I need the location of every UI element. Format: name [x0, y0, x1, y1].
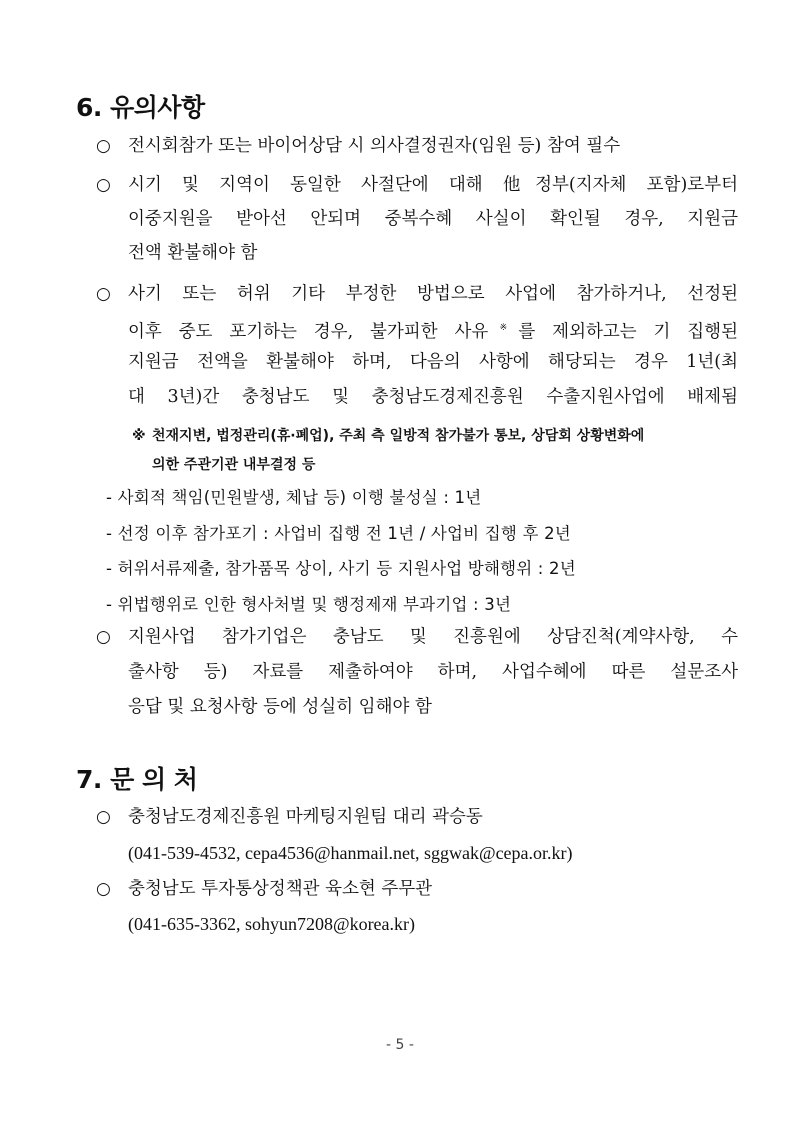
notice-line: 대 3년)간 충청남도 및 충청남도경제진흥원 수출지원사업에 배제됨 [128, 387, 738, 407]
circle-bullet-icon: ○ [96, 879, 111, 899]
circle-bullet-icon: ○ [96, 284, 111, 304]
footnote-mark-symbol: ※ [132, 428, 146, 444]
footnote-line-1: 천재지변, 법정관리(휴·폐업), 주최 측 일방적 참가불가 통보, 상담회 상황변화에 [152, 428, 645, 444]
notice-line: 사기 또는 허위 기타 부정한 방법으로 사업에 참가하거나, 선정된 [128, 284, 738, 304]
penalty-item-4: - 위법행위로 인한 형사처벌 및 행정제재 부과기업 : 3년 [106, 595, 512, 614]
notice-line: 이중지원을 받아선 안되며 중복수혜 사실이 확인될 경우, 지원금 [128, 209, 738, 229]
notice-text: 이후 중도 포기하는 경우, 불가피한 사유 [128, 322, 489, 342]
contact-2-details: (041-635-3362, sohyun7208@korea.kr) [128, 914, 416, 934]
circle-bullet-icon: ○ [96, 136, 111, 156]
notice-line: 전시회참가 또는 바이어상담 시 의사결정권자(임원 등) 참여 필수 [128, 136, 621, 156]
penalty-item-3: - 허위서류제출, 참가품목 상이, 사기 등 지원사업 방해행위 : 2년 [106, 559, 576, 578]
notice-line: 전액 환불해야 함 [128, 243, 258, 263]
section-6-title: 6. 유의사항 [76, 93, 205, 122]
notice-line [128, 317, 738, 343]
page-number: - 5 - [386, 1037, 414, 1053]
penalty-item-1: - 사회적 책임(민원발생, 체납 등) 이행 불성실 : 1년 [106, 488, 482, 507]
footnote-line-2: 의한 주관기관 내부결정 등 [152, 457, 316, 473]
circle-bullet-icon: ○ [96, 175, 111, 195]
contact-name: 충청남도 투자통상정책관 육소현 주무관 [128, 879, 433, 899]
notice-line: 시기 및 지역이 동일한 사절단에 대해 他정부(지자체 포함)로부터 [128, 175, 738, 195]
footnote-mark: ※ [488, 323, 519, 333]
notice-text: 를 제외하고는 기 집행된 [518, 322, 738, 342]
notice-line: 응답 및 요청사항 등에 성실히 임해야 함 [128, 697, 432, 717]
penalty-item-2: - 선정 이후 참가포기 : 사업비 집행 전 1년 / 사업비 집행 후 2년 [106, 524, 571, 543]
notice-line: 지원금 전액을 환불해야 하며, 다음의 사항에 해당되는 경우 1년(최 [128, 352, 738, 372]
circle-bullet-icon: ○ [96, 627, 111, 647]
circle-bullet-icon: ○ [96, 807, 111, 827]
contact-name: 충청남도경제진흥원 마케팅지원팀 대리 곽승동 [128, 807, 483, 827]
notice-line: 출사항 등) 자료를 제출하여야 하며, 사업수혜에 따른 설문조사 [128, 662, 738, 682]
notice-line: 지원사업 참가기업은 충남도 및 진흥원에 상담진척(계약사항, 수 [128, 627, 738, 647]
section-7-title: 7. 문 의 처 [76, 765, 198, 794]
contact-1-details: (041-539-4532, cepa4536@hanmail.net, sggwak@cepa.or.kr) [128, 843, 573, 863]
